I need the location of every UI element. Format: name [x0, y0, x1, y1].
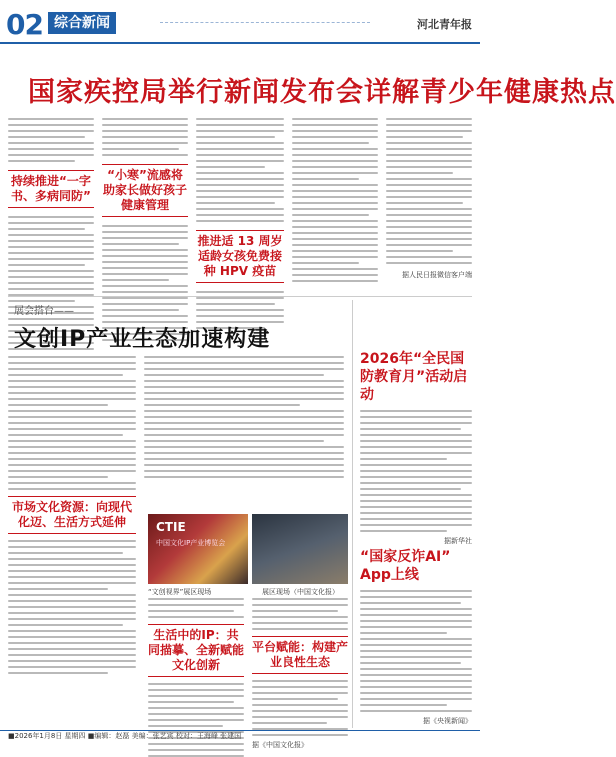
story2-headline: 文创IP产业生态加速构建	[14, 327, 271, 352]
photo2-caption: 展区现场（中国文化报）	[262, 588, 339, 596]
story2-subhead-3: 平台赋能：构建产业良性生态	[252, 636, 348, 674]
story4-byline: 据《央视新闻》	[423, 717, 472, 725]
exhibition-hall-photo	[252, 514, 348, 584]
expo-photo-title: CTIE	[156, 520, 186, 534]
story2-band-label: 展会搭台——	[14, 306, 74, 317]
column-divider	[352, 300, 353, 728]
section-label: 综合新闻	[48, 12, 116, 34]
story1-col-2	[102, 118, 188, 341]
page-number: 02	[6, 8, 43, 41]
masthead	[0, 0, 480, 44]
expo-photo-subtitle: 中国文化IP产业博览会	[156, 539, 226, 547]
story1-col-4	[292, 118, 378, 282]
masthead-rule	[160, 22, 370, 23]
story2-byline: 据《中国文化报》	[252, 741, 308, 749]
story2-subhead-2: 生活中的IP：共同描摹、全新赋能文化创新	[148, 624, 244, 677]
story1-headline: 国家疾控局举行新闻发布会详解青少年健康热点	[28, 77, 616, 108]
story2-col-1	[8, 356, 136, 674]
story1-col1-text	[8, 118, 94, 162]
page-footer: ■2026年1月8日 星期四 ■编辑：赵磊 美编：张艺宾 校对：王海峰 张建国	[0, 730, 480, 742]
story2-col-2	[144, 356, 344, 478]
story3	[360, 350, 472, 546]
story1-subhead-1: 持续推进“一字书、多病同防”	[8, 170, 94, 208]
story2-subhead-1: 市场文化资源：向现代化迈、生活方式延伸	[8, 496, 136, 534]
story2-col-4	[252, 598, 348, 750]
story1-col-3	[196, 118, 284, 329]
story4-headline: “国家反诈AI” App上线	[360, 549, 451, 583]
story1-subhead-3: 推进适 13 周岁适龄女孩免费接种 HPV 疫苗	[196, 230, 284, 283]
section-divider	[8, 296, 472, 297]
story3-headline: 2026年“全民国防教育月”活动启动	[360, 351, 468, 403]
story4	[360, 548, 472, 726]
photo1-caption: “文创视界”展区现场	[148, 588, 212, 596]
paper-name: 河北青年报	[417, 18, 472, 31]
expo-photo	[148, 514, 248, 584]
story1-byline: 据人民日报微信客户端	[402, 271, 472, 279]
story3-byline: 据新华社	[444, 537, 472, 545]
story1-col-5	[386, 118, 472, 280]
story1-subhead-2: “小寒”流感将助家长做好孩子健康管理	[102, 164, 188, 217]
